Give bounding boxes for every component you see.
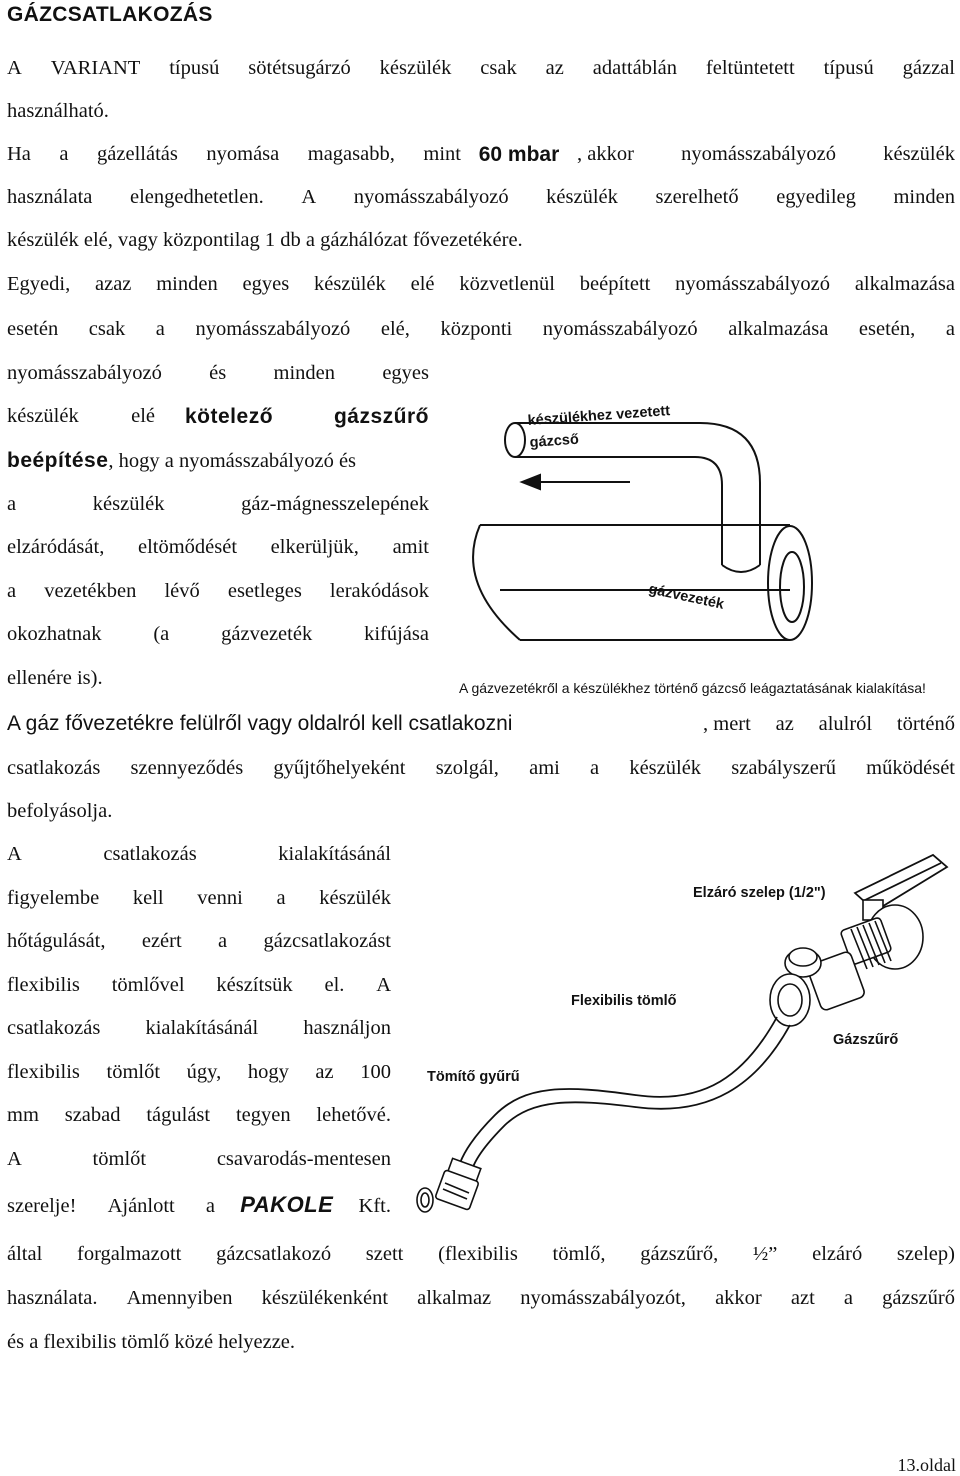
word: gázcsatlakozást (263, 930, 391, 952)
p5-line-12: és a flexibilis tömlő közé helyezze. (7, 1331, 296, 1353)
figure1-caption: A gázvezetékről a készülékhez történő gázcső leágaztatásának kialakítása! (459, 680, 926, 696)
word: vezetékben (44, 580, 137, 602)
word: gázcsatlakozó (216, 1243, 332, 1265)
word: egyedileg (776, 186, 856, 208)
word: típusú (169, 57, 220, 79)
word: nyomásszabályozó (675, 273, 831, 295)
p3-line-10: ellenére is). (7, 667, 103, 689)
p3-line-7 (7, 536, 429, 559)
word: elzáródását, (7, 536, 105, 558)
word: esetleges (227, 580, 302, 602)
word: el. (324, 974, 345, 996)
word: lerakódások (329, 580, 429, 602)
p5-l9-post: Kft. (358, 1195, 391, 1217)
p4-l1-rest (703, 713, 955, 736)
word: alkalmazása (854, 273, 955, 295)
word: okozhatnak (7, 623, 102, 645)
word: nyomásszabályozó (353, 186, 509, 208)
word: , mert (703, 713, 751, 735)
p2-l1-post (577, 143, 955, 167)
word: ezért (141, 930, 182, 952)
word: a (590, 757, 600, 779)
word: Amennyiben (126, 1287, 233, 1309)
word: úgy, (186, 1061, 222, 1083)
p3-line-5 (7, 449, 356, 473)
word: gázellátás (97, 143, 178, 165)
p3-line-9 (7, 623, 429, 646)
hose-end-nut (435, 1158, 481, 1210)
p3-line-1 (7, 273, 955, 296)
filter-label: Gázszűrő (833, 1032, 899, 1048)
word: nyomásszabályozó (681, 143, 836, 165)
word: amit (392, 536, 429, 558)
word: A (7, 57, 22, 79)
word: VARIANT (50, 57, 141, 79)
word: csatlakozás (7, 757, 101, 779)
ring-label: Tömítő gyűrű (427, 1069, 520, 1085)
pressure-value: 60 mbar (478, 143, 560, 166)
p5-line-11 (7, 1287, 955, 1310)
word: csatlakozás (103, 843, 197, 865)
word: a (7, 493, 17, 515)
word: , akkor (576, 143, 634, 165)
hose-label: Flexibilis tömlő (571, 993, 677, 1009)
word: a (155, 318, 165, 340)
word: elengedhetetlen. (129, 186, 264, 208)
word: lévő (164, 580, 200, 602)
word: egyes (242, 273, 290, 295)
word: hogy (247, 1061, 289, 1083)
p1-line-2: használható. (7, 100, 109, 122)
word: elé, (380, 318, 410, 340)
word: szennyeződés (130, 757, 244, 779)
word: elé (131, 405, 155, 427)
p3-line-4 (7, 405, 429, 429)
word: gázvezeték (221, 623, 313, 645)
word: szerelhető (655, 186, 739, 208)
word: figyelembe (7, 887, 100, 909)
word: sötétsugárzó (248, 57, 351, 79)
word: elzáró (812, 1243, 863, 1265)
word: nyomásszabályozót, (520, 1287, 686, 1309)
p4-line-1 (7, 712, 955, 736)
page-title: GÁZCSATLAKOZÁS (7, 3, 213, 26)
word: az (315, 1061, 334, 1083)
hose-kit-figure (405, 845, 950, 1215)
p2-l1-pre (7, 143, 461, 167)
sealing-ring (417, 1188, 433, 1212)
word: kifújása (364, 623, 429, 645)
word: tömlő, (552, 1243, 606, 1265)
word: ami (529, 757, 560, 779)
p5-line-4 (7, 974, 391, 997)
word: minden (273, 362, 336, 384)
word: nyomásszabályozó (542, 318, 698, 340)
word: tömlőt (106, 1061, 161, 1083)
pakole-brand: PAKOLE (240, 1192, 334, 1217)
word: mint (423, 143, 461, 165)
word: a (276, 887, 286, 909)
word: kialakításánál (145, 1017, 259, 1039)
word: esetén, (858, 318, 916, 340)
word: alkalmazása (728, 318, 829, 340)
main-gas-pipe (473, 525, 812, 640)
word: tegyen (235, 1104, 291, 1126)
word: (a (153, 623, 170, 645)
word: elkerüljük, (270, 536, 359, 558)
word: a (205, 1195, 215, 1217)
word: a (59, 143, 69, 165)
word: készülék (546, 186, 618, 208)
word: nyomása (206, 143, 280, 165)
word: szett (365, 1243, 404, 1265)
word: gáz-mágnesszelepének (241, 493, 429, 515)
word: azaz (95, 273, 132, 295)
word: (flexibilis (438, 1243, 518, 1265)
word: csak (88, 318, 126, 340)
word: készülék (319, 887, 391, 909)
word: flexibilis (7, 1061, 80, 1083)
word: nyomásszabályozó (7, 362, 162, 384)
p3-line-6 (7, 493, 429, 516)
flex-hose (460, 1017, 790, 1167)
word: ½” (752, 1243, 778, 1265)
word: A (7, 1148, 22, 1170)
page-number: 13.oldal (897, 1455, 956, 1475)
p2-line-3: készülék elé, vagy központilag 1 db a gázhálózat fővezetékére. (7, 229, 523, 251)
word: kell (132, 887, 164, 909)
word: használjon (303, 1017, 391, 1039)
word: esetén (7, 318, 59, 340)
pipe-label: készülékhez vezetett (527, 403, 671, 429)
word: szabályszerű (731, 757, 836, 779)
word: minden (156, 273, 218, 295)
word: tágulást (146, 1104, 211, 1126)
p5-line-7 (7, 1104, 391, 1127)
word: szabad (64, 1104, 121, 1126)
p5-l9-pre (7, 1195, 215, 1218)
word: készülék (314, 273, 386, 295)
word: készítsük (216, 974, 293, 996)
word: flexibilis (7, 974, 80, 996)
word: a (843, 1287, 854, 1309)
required-filter-text (185, 405, 429, 429)
p5-line-8 (7, 1148, 391, 1171)
word: működését (866, 757, 955, 779)
p3-line-2 (7, 318, 955, 341)
p4-line-2 (7, 757, 955, 780)
word: Egyedi, (7, 273, 71, 295)
word: A (376, 974, 391, 996)
p5-line-1 (7, 843, 391, 866)
word: lehetővé. (316, 1104, 391, 1126)
word: csatlakozás (7, 1017, 101, 1039)
word: gyűjtőhelyeként (273, 757, 406, 779)
word: minden (893, 186, 955, 208)
word: történő (896, 713, 955, 735)
p5-line-9 (7, 1192, 391, 1218)
word: központi (440, 318, 513, 340)
valve-label: Elzáró szelep (1/2") (693, 885, 826, 901)
word: gázzal (902, 57, 955, 79)
word: szelep) (896, 1243, 955, 1265)
p1-line-1 (7, 57, 955, 80)
word: gázszűrő (333, 405, 429, 428)
word: használata. (7, 1287, 98, 1309)
p3-line-3 (7, 362, 429, 385)
gas-filter (770, 948, 866, 1026)
word: hőtágulását, (7, 930, 106, 952)
word: kötelező (185, 405, 274, 428)
word: a (218, 930, 228, 952)
word: feltüntetett (705, 57, 795, 79)
word: alulról (818, 713, 873, 735)
p2-line-2 (7, 186, 955, 209)
pipe-branch-figure (460, 395, 960, 685)
word: nyomásszabályozó (195, 318, 351, 340)
p3-l4-pre (7, 405, 155, 429)
word: Ajánlott (107, 1195, 175, 1217)
pipe-label-line2: gázcső (529, 431, 580, 451)
word: alkalmaz (417, 1287, 492, 1309)
word: akkor (715, 1287, 762, 1309)
word: magasabb, (307, 143, 395, 165)
word: a (945, 318, 955, 340)
p5-line-5 (7, 1017, 391, 1040)
word: forgalmazott (77, 1243, 182, 1265)
word: azt (790, 1287, 815, 1309)
word: gázszűrő, (640, 1243, 719, 1265)
word: 100 (360, 1061, 391, 1083)
word: készülék (92, 493, 165, 515)
word: készülék (883, 143, 955, 165)
word: és (209, 362, 227, 384)
word: A (301, 186, 317, 208)
word: készülék (379, 57, 452, 79)
p5-line-10 (7, 1243, 955, 1266)
word: készülék (629, 757, 702, 779)
connect-from-top-text: A gáz fővezetékre felülről vagy oldalról kell csatlakozni (7, 712, 513, 735)
p4-line-3: befolyásolja. (7, 800, 113, 822)
word: tömlőt (92, 1148, 147, 1170)
word: A (7, 843, 22, 865)
installation-bold: beépítése (7, 449, 109, 472)
p2-line-1 (7, 143, 955, 167)
p5-line-2 (7, 887, 391, 910)
word: csak (480, 57, 517, 79)
word: szerelje! (7, 1195, 77, 1217)
word: gázszűrő (882, 1287, 955, 1309)
word: a (7, 580, 17, 602)
word: szolgál, (435, 757, 499, 779)
word: használata (7, 186, 93, 208)
word: készülékenként (261, 1287, 389, 1309)
word: egyes (382, 362, 429, 384)
p5-line-3 (7, 930, 391, 953)
word: elé (410, 273, 435, 295)
word: közvetlenül (459, 273, 555, 295)
word: mm (7, 1104, 39, 1126)
word: tömlővel (111, 974, 185, 996)
word: csavarodás-mentesen (216, 1148, 391, 1170)
word: eltömődését (137, 536, 238, 558)
word: típusú (823, 57, 874, 79)
p3-l5-rest: , hogy a nyomásszabályozó és (108, 450, 357, 472)
word: kialakításánál (278, 843, 391, 865)
word: az (545, 57, 564, 79)
p3-line-8 (7, 580, 429, 603)
word: venni (197, 887, 243, 909)
word: által (7, 1243, 43, 1265)
word: adattáblán (592, 57, 677, 79)
word: beépített (579, 273, 651, 295)
word: készülék (7, 405, 79, 427)
flow-arrow (522, 475, 630, 489)
word: az (775, 713, 794, 735)
main-pipe-label: gázvezeték (647, 581, 726, 613)
word: Ha (7, 143, 31, 165)
p5-line-6 (7, 1061, 391, 1084)
